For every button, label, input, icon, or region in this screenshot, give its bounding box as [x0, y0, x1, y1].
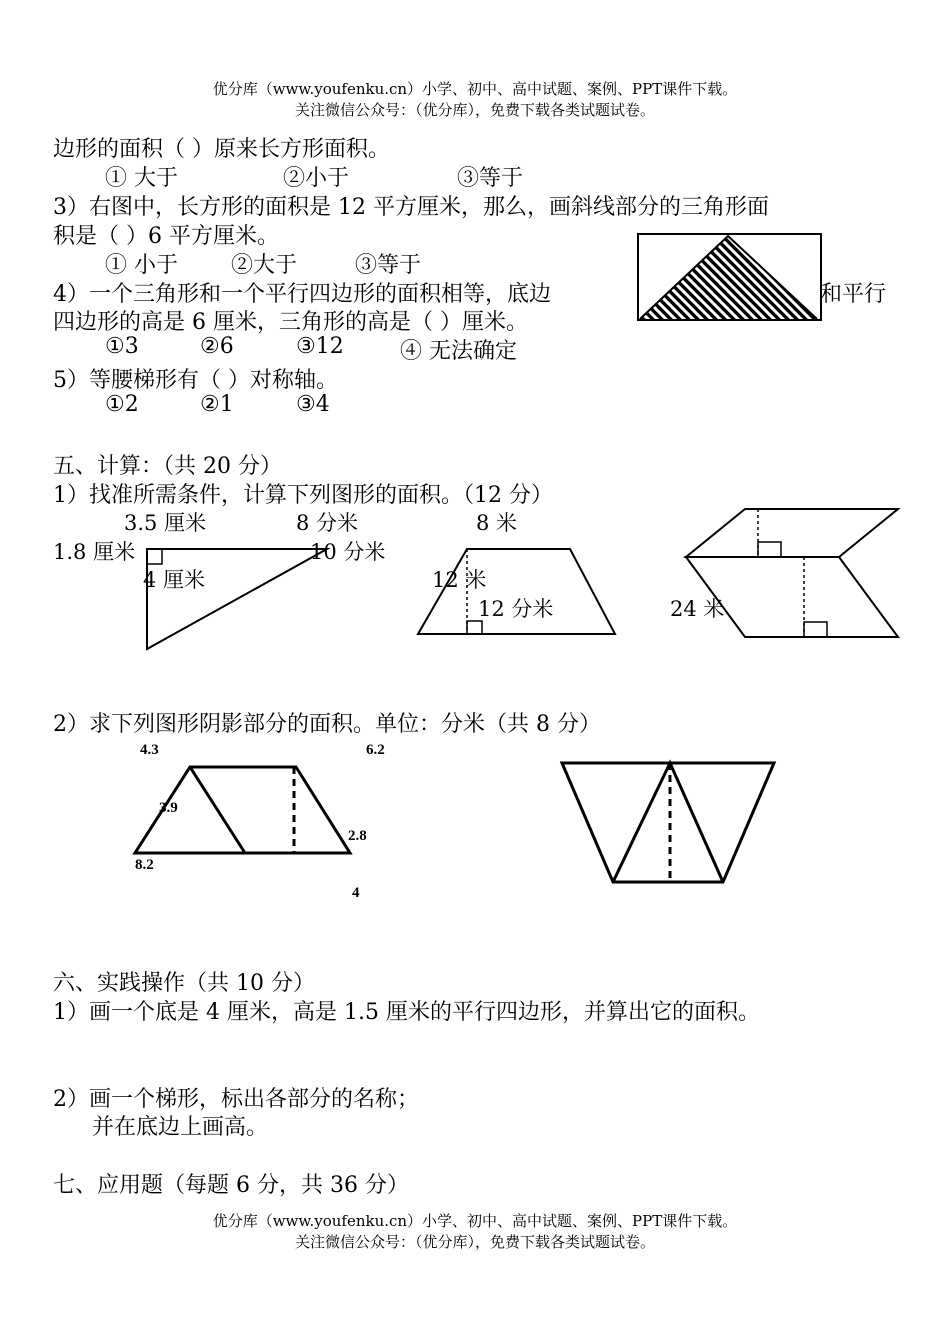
trapezoid-label-top-2: 8 米 [476, 511, 518, 535]
q4-option-4: ④ 无法确定 [400, 339, 517, 364]
q5-option-2: ②1 [200, 392, 234, 417]
section-6-q1: 1）画一个底是 4 厘米，高是 1.5 厘米的平行四边形，并算出它的面积。 [53, 1000, 760, 1025]
q4-line-1a: 4）一个三角形和一个平行四边形的面积相等，底边 [53, 282, 551, 307]
right-angle-mark [147, 549, 162, 564]
trapezoid-label-height: 12 米 [432, 568, 487, 592]
q3-option-3: ③等于 [355, 253, 422, 278]
header-line-2: 关注微信公众号：（优分库），免费下载各类试题试卷。 [294, 101, 655, 119]
shaded-label-4-3: 4.3 [140, 742, 159, 758]
hatch-line [556, 236, 646, 326]
section-6-title: 六、实践操作（共 10 分） [53, 971, 315, 996]
q4-option-1: ①3 [105, 334, 139, 359]
q4-option-2: ②6 [200, 334, 234, 359]
shaded-label-8-2: 8.2 [135, 857, 154, 873]
section-5-title: 五、计算：（共 20 分） [53, 454, 282, 479]
right-angle-mark [758, 542, 781, 557]
triangle-label-inner: 4 厘米 [143, 568, 206, 592]
hatch-line [547, 236, 637, 326]
shaded-label-3-9: 3.9 [159, 800, 178, 816]
hatch-line [538, 236, 628, 326]
q4-option-3: ③12 [296, 334, 344, 359]
q3-option-2: ②大于 [231, 253, 298, 278]
shaded-label-4: 4 [352, 885, 360, 901]
section-6-q2b: 并在底边上画高。 [92, 1115, 269, 1140]
shaded-label-2-8: 2.8 [348, 828, 367, 844]
section-5-q1: 1）找准所需条件，计算下列图形的面积。（12 分） [53, 483, 553, 508]
parallelogram-label: 24 米 [670, 597, 725, 621]
trapezoid-label-side: 10 分米 [310, 540, 386, 564]
q2-option-3: ③等于 [457, 166, 524, 191]
triangle-label-top: 3.5 厘米 [124, 511, 207, 535]
header-line-1: 优分库（www.youfenku.cn）小学、初中、高中试题、案例、PPT课件下载。 [212, 80, 738, 98]
q5-option-1: ①2 [105, 392, 139, 417]
footer-line-1: 优分库（www.youfenku.cn）小学、初中、高中试题、案例、PPT课件下载。 [212, 1212, 738, 1230]
right-angle-mark [804, 622, 827, 637]
trapezoid-label-bottom: 12 分米 [478, 597, 554, 621]
section-5-q2: 2）求下列图形阴影部分的面积。单位：分米（共 8 分） [53, 712, 601, 737]
shaded-label-6-2: 6.2 [366, 742, 385, 758]
q4-line-2: 四边形的高是 6 厘米，三角形的高是（ ）厘米。 [53, 310, 528, 335]
trapezoid-label-top: 8 分米 [296, 511, 359, 535]
section-6-q2a: 2）画一个梯形，标出各部分的名称； [53, 1087, 419, 1112]
q5-line-1: 5）等腰梯形有（ ）对称轴。 [53, 368, 338, 393]
footer-line-2: 关注微信公众号：（优分库），免费下载各类试题试卷。 [294, 1233, 655, 1251]
q3-option-1: ① 小于 [105, 253, 178, 278]
q2-option-1: ① 大于 [105, 166, 178, 191]
q4-line-1b: 和平行 [820, 282, 887, 307]
q5-option-3: ③4 [296, 392, 330, 417]
shaded-figure-2 [562, 763, 774, 882]
q3-line-1: 3）右图中，长方形的面积是 12 平方厘米，那么，画斜线部分的三角形面 [53, 195, 769, 220]
q3-line-2: 积是（ ）6 平方厘米。 [53, 224, 279, 249]
q2-option-2: ②小于 [283, 166, 350, 191]
triangle-label-left: 1.8 厘米 [53, 540, 136, 564]
q2-continuation: 边形的面积（ ）原来长方形面积。 [53, 137, 390, 162]
section-7-title: 七、应用题（每题 6 分，共 36 分） [53, 1173, 409, 1198]
